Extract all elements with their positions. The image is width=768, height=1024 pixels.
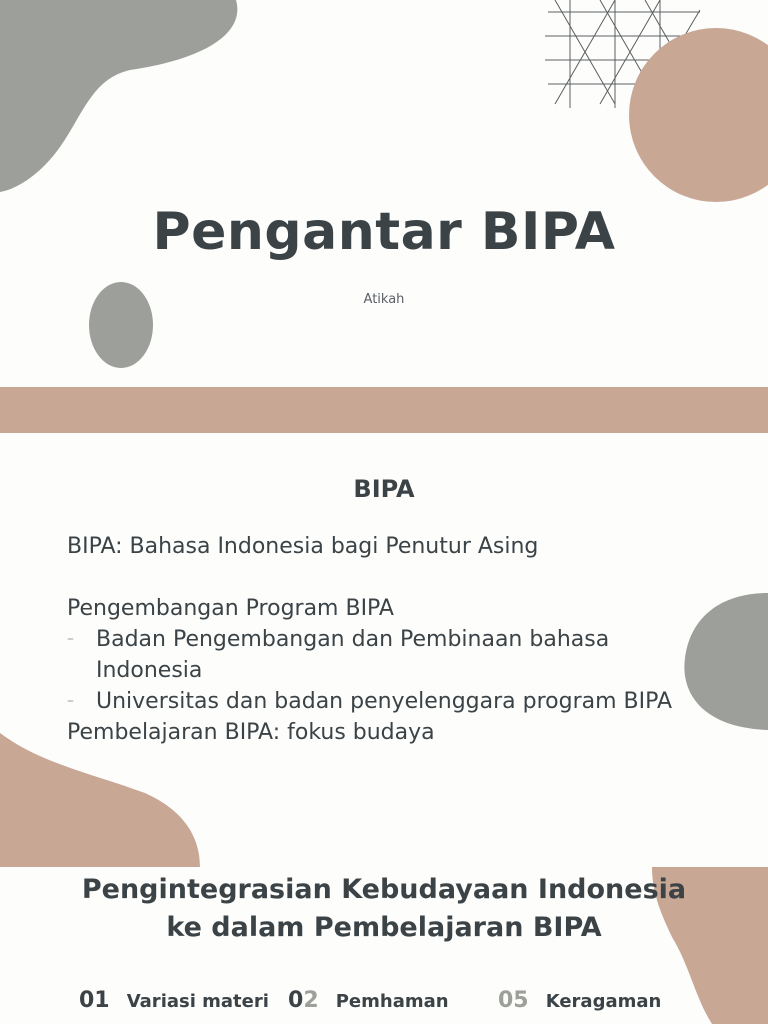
- slide-bipa: [0, 433, 768, 867]
- slide1-title: Pengantar BIPA: [152, 202, 616, 262]
- bipa-definition: BIPA: Bahasa Indonesia bagi Penutur Asing: [67, 534, 539, 559]
- slide1-decoration: [0, 0, 768, 387]
- point-label: Variasi materi: [126, 991, 269, 1012]
- point-label: Pemhaman: [335, 991, 449, 1012]
- slide-integration: [0, 867, 768, 1024]
- slide1-author: Atikah: [363, 292, 405, 307]
- program-heading: Pengembangan Program BIPA: [67, 596, 394, 621]
- closing-line: Pembelajaran BIPA: fokus budaya: [67, 720, 435, 745]
- slide2-title: BIPA: [353, 475, 415, 503]
- point-number-prefix: 0: [288, 988, 304, 1013]
- slide3-title-line2: ke dalam Pembelajaran BIPA: [166, 912, 602, 943]
- list-item: [67, 624, 676, 686]
- slide2-body: [67, 531, 707, 748]
- point-number-suffix: 2: [303, 988, 319, 1013]
- point-number: [288, 988, 319, 1013]
- terracotta-blob-bottom-left: [0, 733, 200, 867]
- list-item: [67, 686, 676, 717]
- dash-bullet-icon: –: [67, 693, 74, 709]
- spacer: [67, 562, 707, 593]
- point-number: 01: [79, 988, 110, 1013]
- point-item-02: [288, 988, 449, 1013]
- slide-title: [0, 0, 768, 387]
- list-item-text: Badan Pengembangan dan Pembinaan bahasa Indonesia: [96, 627, 610, 683]
- list-item-text: Universitas dan badan penyelenggara program BIPA: [96, 689, 673, 714]
- point-label: Keragaman: [545, 991, 662, 1012]
- slide3-title-line1: Pengintegrasian Kebudayaan Indonesia: [81, 874, 687, 905]
- point-item-05: [498, 988, 661, 1013]
- gray-blob-top-left: [0, 0, 237, 192]
- point-item-01: [79, 988, 269, 1013]
- program-list: [67, 624, 707, 717]
- slide3-title: [0, 871, 768, 947]
- dash-bullet-icon: –: [67, 631, 74, 647]
- terracotta-circle: [629, 28, 768, 202]
- point-number: 05: [498, 988, 529, 1013]
